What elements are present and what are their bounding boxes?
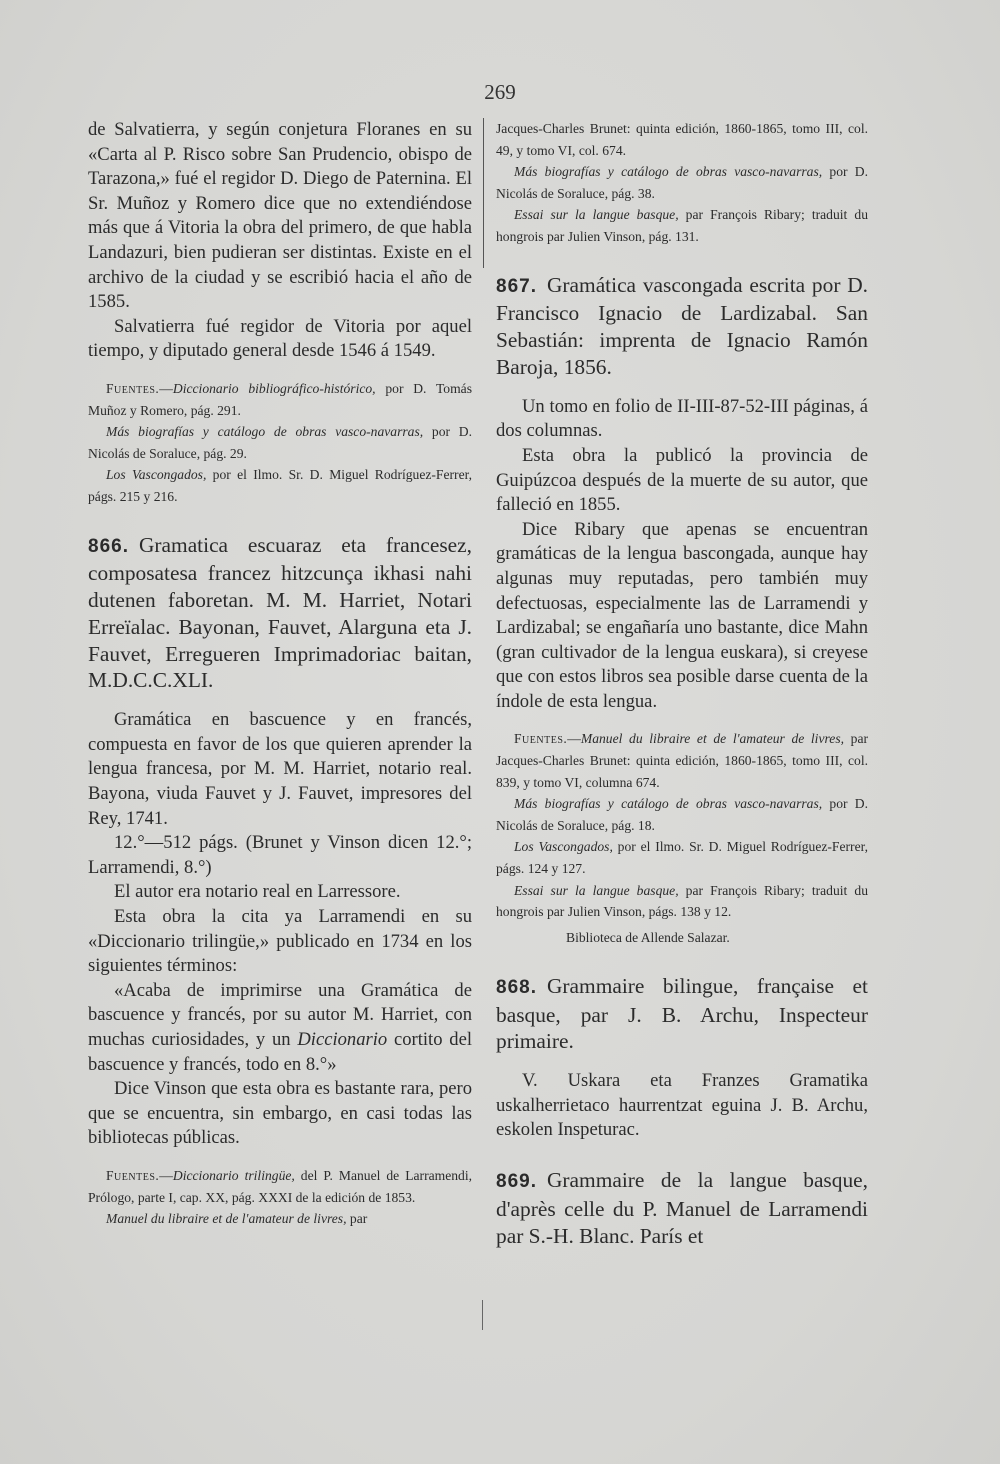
- entry-number: 867.: [496, 275, 537, 297]
- entry-paragraph: Un tomo en folio de II-III-87-52-III páginas, á dos columnas.: [496, 395, 868, 442]
- entry-paragraph: Gramática en bascuence y en francés, compuesta en favor de los que quieren aprender la lengua francesa, por M. M. Harriet, notario real. Bayona, viuda Fauvet y J. Fauvet, impresores del Rey, 1741.: [88, 709, 472, 829]
- source-rest: por D. Nicolás de Soraluce, pág. 38.: [496, 164, 869, 201]
- source-item: [496, 793, 868, 836]
- left-column: [88, 118, 472, 1230]
- source-item: [88, 421, 472, 464]
- sources-label: Fuentes.: [106, 1167, 160, 1183]
- entry-quote: [88, 979, 472, 1077]
- source-rest: par François Ribary; traduit du hongrois par Julien Vinson, págs. 138 y 12.: [496, 882, 868, 920]
- source-item: [496, 204, 868, 247]
- source-title: Diccionario bibliográfico-histórico,: [172, 380, 376, 396]
- source-item: Fuentes.—Diccionario trilingüe, del P. Manuel de Larramendi, Prólogo, parte I, cap. XX, pág. XXXI de la edición de 1853.: [88, 1167, 473, 1205]
- column-rule-bottom: [482, 1300, 483, 1330]
- source-title: Essai sur la langue basque,: [514, 207, 679, 223]
- source-rest: del P. Manuel de Larramendi, Prólogo, parte I, cap. XX, pág. XXXI de la edición de 1853.: [88, 1167, 473, 1205]
- page-number: 269: [484, 80, 516, 104]
- source-rest: Jacques-Charles Brunet: quinta edición, 1860-1865, tomo III, col. 49, y tomo VI, col. 674.: [496, 121, 868, 158]
- entry-title-text: Gramatica escuaraz eta francesez, composatesa francez hitzcunça ikhasi nahi dutenen faboretan. M. M. Harriet, Notari Erreïalac. Bayonan, Fauvet, Alarguna eta J. Fauvet, Erregueren Imprimadoriac baitan, M.D.C.C.XLI.: [88, 532, 472, 693]
- sources-label: Fuentes.: [106, 380, 160, 396]
- entry-body-866: [88, 708, 472, 1151]
- entry-body-867: [496, 395, 868, 715]
- entry-paragraph: Dice Ribary que apenas se encuentran gramáticas de la lengua bascongada, aunque hay algunas muy reputadas, pero también muy defectuosas, especialmente las de Larramendi y Lardizabal; se engañaría uno bastante, dice Mahn (gran cultivador de la lengua euskara), si creyese que con estos libros sea posible darse cuenta de la índole de esta lengua.: [496, 518, 868, 712]
- source-rest: por el Ilmo. Sr. D. Miguel Rodríguez-Ferrer, págs. 124 y 127.: [496, 839, 868, 877]
- sources-block: [496, 728, 868, 922]
- source-item: Fuentes.—Diccionario bibliográfico-histórico, por D. Tomás Muñoz y Romero, pág. 291.: [88, 380, 472, 418]
- entry-body-868: [496, 1069, 868, 1143]
- sources-continued: [496, 118, 868, 248]
- source-rest: par Jacques-Charles Brunet: quinta edición, 1860-1865, tomo III, col. 839, y tomo VI, columna 674.: [496, 731, 869, 790]
- source-rest: par François Ribary; traduit du hongrois par Julien Vinson, pág. 131.: [496, 207, 868, 244]
- source-item: [496, 880, 868, 923]
- source-rest: par: [346, 1211, 368, 1227]
- source-title: Más biografías y catálogo de obras vasco-navarras,: [514, 796, 823, 812]
- library-note: Biblioteca de Allende Salazar.: [566, 929, 730, 945]
- source-item: [496, 161, 868, 204]
- intro-text: [88, 118, 472, 364]
- entry-paragraph: Esta obra la publicó la provincia de Guipúzcoa después de la muerte de su autor, que falleció en 1855.: [496, 444, 868, 516]
- source-item: [88, 1208, 472, 1230]
- entry-title-text: Gramática vascongada escrita por D. Francisco Ignacio de Lardizabal. San Sebastián: imprenta de Ignacio Ramón Baroja, 1856.: [496, 272, 868, 379]
- source-item: [496, 118, 868, 161]
- source-title: Manuel du libraire et de l'amateur de livres,: [106, 1211, 347, 1227]
- sources-block: [88, 1165, 472, 1230]
- source-item: [496, 836, 868, 879]
- entry-paragraph: Esta obra la cita ya Larramendi en su «Diccionario trilingüe,» publicado en 1734 en los siguientes términos:: [88, 906, 472, 977]
- entry-title-866: [88, 532, 472, 695]
- source-rest: por el Ilmo. Sr. D. Miguel Rodríguez-Ferrer, págs. 215 y 216.: [88, 467, 472, 504]
- source-title: Los Vascongados,: [514, 839, 613, 855]
- entry-paragraph: El autor era notario real en Larressore.: [114, 881, 401, 903]
- source-title: Manuel du libraire et de l'amateur de livres,: [580, 731, 845, 747]
- entry-paragraph: 12.°—512 págs. (Brunet y Vinson dicen 12.°; Larramendi, 8.°): [88, 832, 472, 878]
- entry-number: 868.: [496, 976, 537, 998]
- sources-block: [88, 378, 472, 508]
- source-title: Más biografías y catálogo de obras vasco-navarras,: [106, 424, 424, 440]
- quote-emphasis: Diccionario: [297, 1029, 388, 1050]
- source-item: [88, 464, 472, 507]
- entry-title-868: [496, 973, 868, 1055]
- source-item: Fuentes.—Manuel du libraire et de l'amateur de livres, par Jacques-Charles Brunet: quinta edición, 1860-1865, tomo III, col. 839, y tomo VI, columna 674.: [496, 731, 869, 790]
- right-column: [496, 118, 868, 1249]
- entry-paragraph: V. Uskara eta Franzes Gramatika uskalherrietaco haurrentzat eguina J. B. Archu, eskolen Inspeturac.: [496, 1070, 868, 1141]
- entry-number: 866.: [88, 535, 129, 557]
- source-title: Más biografías y catálogo de obras vasco-navarras,: [514, 164, 823, 180]
- sources-label: Fuentes.: [514, 731, 568, 747]
- entry-title-text: Grammaire bilingue, française et basque, par J. B. Archu, Inspecteur primaire.: [496, 973, 868, 1054]
- entry-paragraph: Dice Vinson que esta obra es bastante rara, pero que se encuentra, sin embargo, en casi todas las bibliotecas públicas.: [88, 1078, 472, 1149]
- intro-paragraph: de Salvatierra, y según conjetura Floranes en su «Carta al P. Risco sobre San Prudencio, obispo de Tarazona,» fué el regidor D. Diego de Paternina. El Sr. Muñoz y Romero dice que no extendiéndose más que á Vitoria la obra del primero, de que habla Landazuri, bien pudieran ser distintas. Existe en el archivo de la ciudad y se escribió hacia el año de 1585.: [88, 119, 472, 313]
- entry-title-text: Grammaire de la langue basque, d'après celle du P. Manuel de Larramendi par S.-H. Blanc. París et: [496, 1167, 868, 1248]
- quote-text: cortito del bascuence y francés, todo en 8.°»: [88, 1029, 472, 1075]
- source-title: Diccionario trilingüe,: [172, 1167, 295, 1183]
- intro-paragraph: Salvatierra fué regidor de Vitoria por aquel tiempo, y diputado general desde 1546 á 1549.: [88, 315, 472, 362]
- quote-text: «Acaba de imprimirse una Gramática de bascuence y francés, por su autor M. Harriet, con muchas curiosidades, y un: [88, 979, 472, 1050]
- column-rule: [483, 118, 484, 268]
- entry-title-869: [496, 1167, 868, 1249]
- source-rest: por D. Nicolás de Soraluce, pág. 29.: [88, 424, 473, 461]
- source-title: Los Vascongados,: [106, 467, 207, 483]
- source-title: Essai sur la langue basque,: [514, 882, 679, 898]
- entry-number: 869.: [496, 1170, 537, 1192]
- source-rest: por D. Nicolás de Soraluce, pág. 18.: [496, 796, 869, 833]
- entry-title-867: [496, 272, 868, 381]
- source-rest: por D. Tomás Muñoz y Romero, pág. 291.: [88, 380, 472, 418]
